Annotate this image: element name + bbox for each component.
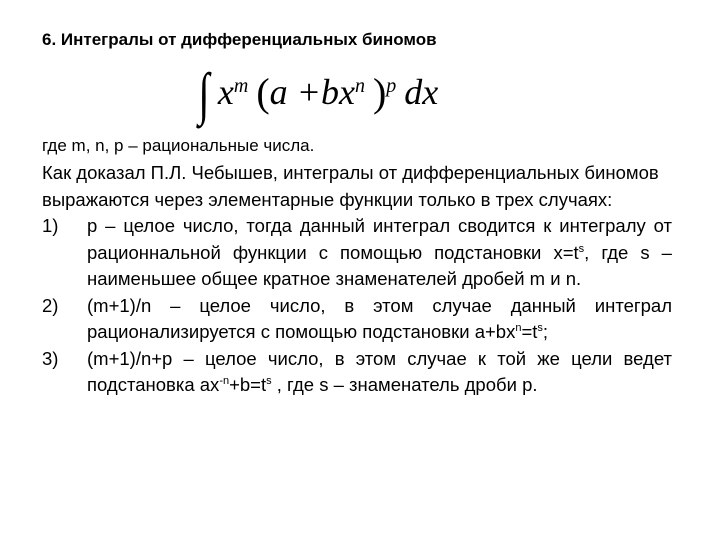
formula-bx: bx	[320, 72, 355, 112]
case-text: , где s – знаменатель дроби p.	[271, 374, 538, 395]
case-number: 2)	[42, 294, 59, 316]
case-superscript: s	[266, 374, 272, 387]
integral-formula: ∫ x $^m$ ( a + bx $^n$ ) $^p$ dx	[198, 61, 439, 126]
integral-sign: ∫	[198, 61, 210, 126]
main-text	[42, 160, 672, 399]
case-item-3	[42, 346, 672, 399]
case-text: (m+1)/n – целое число, в этом случае данный интеграл рационализируется с помощью подстановки a+bx	[87, 294, 672, 342]
case-text: , где s – наименьшее общее кратное знаменателей дробей m и n.	[87, 241, 672, 289]
case-item-2	[42, 293, 672, 346]
case-text: p – целое число, тогда данный интеграл сводится к интегралу от рационнальной функции с помощью подстановки x=t	[87, 215, 672, 263]
formula-x: x	[217, 72, 234, 112]
case-number: 3)	[42, 347, 59, 369]
case-text: (m+1)/n+p – целое число, в этом случае к той же цели ведет подстановка ax	[87, 347, 672, 395]
case-number: 1)	[42, 215, 59, 236]
case-text: ;	[542, 321, 549, 342]
formula-close-paren: )	[372, 69, 387, 115]
formula-open-paren: (	[256, 69, 270, 115]
formula-a-plus: a +	[269, 72, 321, 112]
case-item-1	[42, 213, 672, 293]
cases-list	[42, 213, 672, 399]
case-superscript: n	[515, 321, 522, 334]
case-superscript: s	[578, 242, 585, 255]
slide-title: 6. Интегралы от дифференциальных биномов	[42, 30, 437, 49]
case-text: =t	[521, 321, 538, 342]
case-superscript: s	[537, 321, 543, 334]
formula-dx: dx	[404, 72, 439, 112]
case-superscript: -n	[219, 374, 230, 387]
case-text: +b=t	[229, 374, 267, 395]
intro-paragraph: Как доказал П.Л. Чебышев, интегралы от дифференциальных биномов выражаются через элементарные функции только в трех случаях:	[42, 162, 659, 210]
where-line: где m, n, p – рациональные числа.	[42, 136, 315, 155]
